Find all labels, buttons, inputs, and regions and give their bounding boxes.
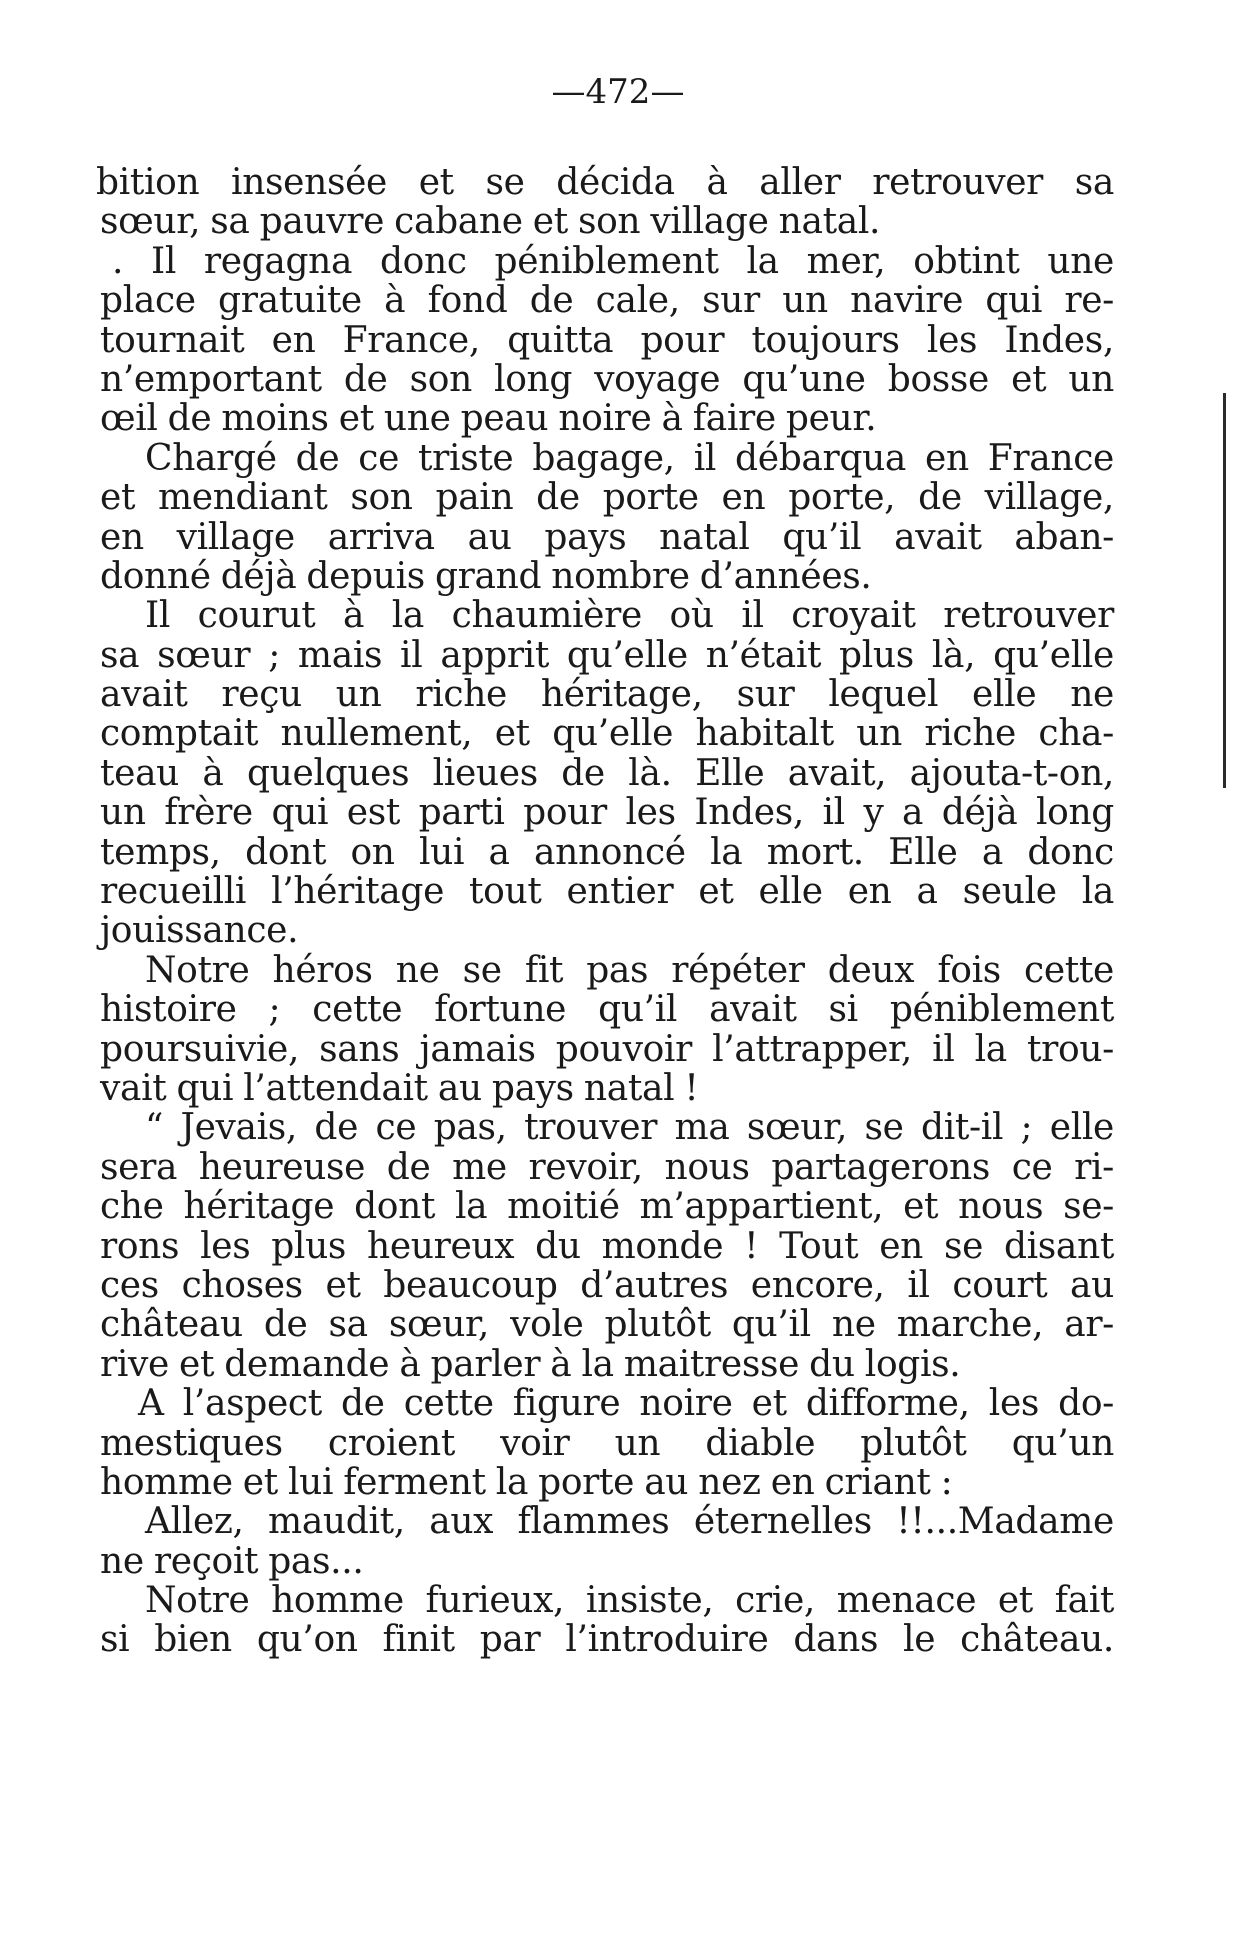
page-edge-mark — [1223, 393, 1226, 788]
page-number: —472— — [551, 72, 685, 112]
text-line: A l’aspect de cette figure noire et difforme, les do- — [138, 1383, 1114, 1425]
text-line: et mendiant son pain de porte en porte, de village, — [100, 477, 1114, 519]
text-line: mestiques croient voir un diable plutôt qu’un — [100, 1422, 1114, 1464]
text-line: Chargé de ce triste bagage, il débarqua en France — [145, 437, 1114, 479]
text-line: recueilli l’héritage tout entier et elle en a seule la — [100, 871, 1114, 913]
text-line: che héritage dont la moitié m’appartient, et nous se- — [100, 1186, 1114, 1228]
text-line: homme et lui ferment la porte au nez en criant : — [100, 1461, 953, 1503]
text-line: ces choses et beaucoup d’autres encore, il court au — [100, 1264, 1114, 1306]
text-line: rive et demande à parler à la maitresse du logis. — [100, 1343, 961, 1385]
text-line: vait qui l’attendait au pays natal ! — [100, 1067, 699, 1109]
text-line: avait reçu un riche héritage, sur lequel elle ne — [100, 674, 1114, 716]
text-line: Il courut à la chaumière où il croyait retrouver — [145, 595, 1114, 637]
text-line: sera heureuse de me revoir, nous partagerons ce ri- — [100, 1146, 1114, 1188]
body-text — [96, 162, 1114, 1661]
text-line: temps, dont on lui a annoncé la mort. Elle a donc — [100, 831, 1114, 873]
text-line: un frère qui est parti pour les Indes, il y a déjà long — [100, 792, 1114, 834]
text-line: histoire ; cette fortune qu’il avait si péniblement — [100, 989, 1114, 1031]
text-line: donné déjà depuis grand nombre d’années. — [100, 555, 872, 597]
text-line: tournait en France, quitta pour toujours les Indes, — [100, 319, 1114, 361]
text-line: Allez, maudit, aux flammes éternelles !!...Madame — [145, 1501, 1114, 1543]
text-line: place gratuite à fond de cale, sur un navire qui re- — [100, 280, 1114, 322]
text-line: n’emportant de son long voyage qu’une bosse et un — [100, 358, 1114, 400]
text-line: si bien qu’on finit par l’introduire dans le château. — [100, 1619, 1114, 1661]
text-line: poursuivie, sans jamais pouvoir l’attrapper, il la trou- — [100, 1028, 1114, 1070]
text-line: œil de moins et une peau noire à faire peur. — [100, 398, 877, 440]
text-line: sœur, sa pauvre cabane et son village natal. — [100, 201, 881, 243]
text-line: . Il regagna donc péniblement la mer, obtint une — [112, 240, 1114, 282]
text-line: comptait nullement, et qu’elle habitalt un riche cha- — [100, 713, 1114, 755]
text-line: jouissance. — [100, 910, 299, 952]
text-line: sa sœur ; mais il apprit qu’elle n’était plus là, qu’elle — [100, 634, 1114, 676]
text-line: “ Jevais, de ce pas, trouver ma sœur, se dit-il ; elle — [145, 1107, 1114, 1149]
text-line: Notre homme furieux, insiste, crie, menace et fait — [145, 1580, 1114, 1622]
text-line: château de sa sœur, vole plutôt qu’il ne marche, ar- — [100, 1304, 1114, 1346]
text-line: ne reçoit pas... — [100, 1540, 364, 1582]
text-line: Notre héros ne se fit pas répéter deux fois cette — [145, 949, 1114, 991]
text-line: rons les plus heureux du monde ! Tout en se disant — [100, 1225, 1114, 1267]
text-line: teau à quelques lieues de là. Elle avait, ajouta-t-on, — [100, 752, 1114, 794]
text-line: bition insensée et se décida à aller retrouver sa — [96, 162, 1114, 203]
text-line: en village arriva au pays natal qu’il avait aban- — [100, 516, 1114, 558]
